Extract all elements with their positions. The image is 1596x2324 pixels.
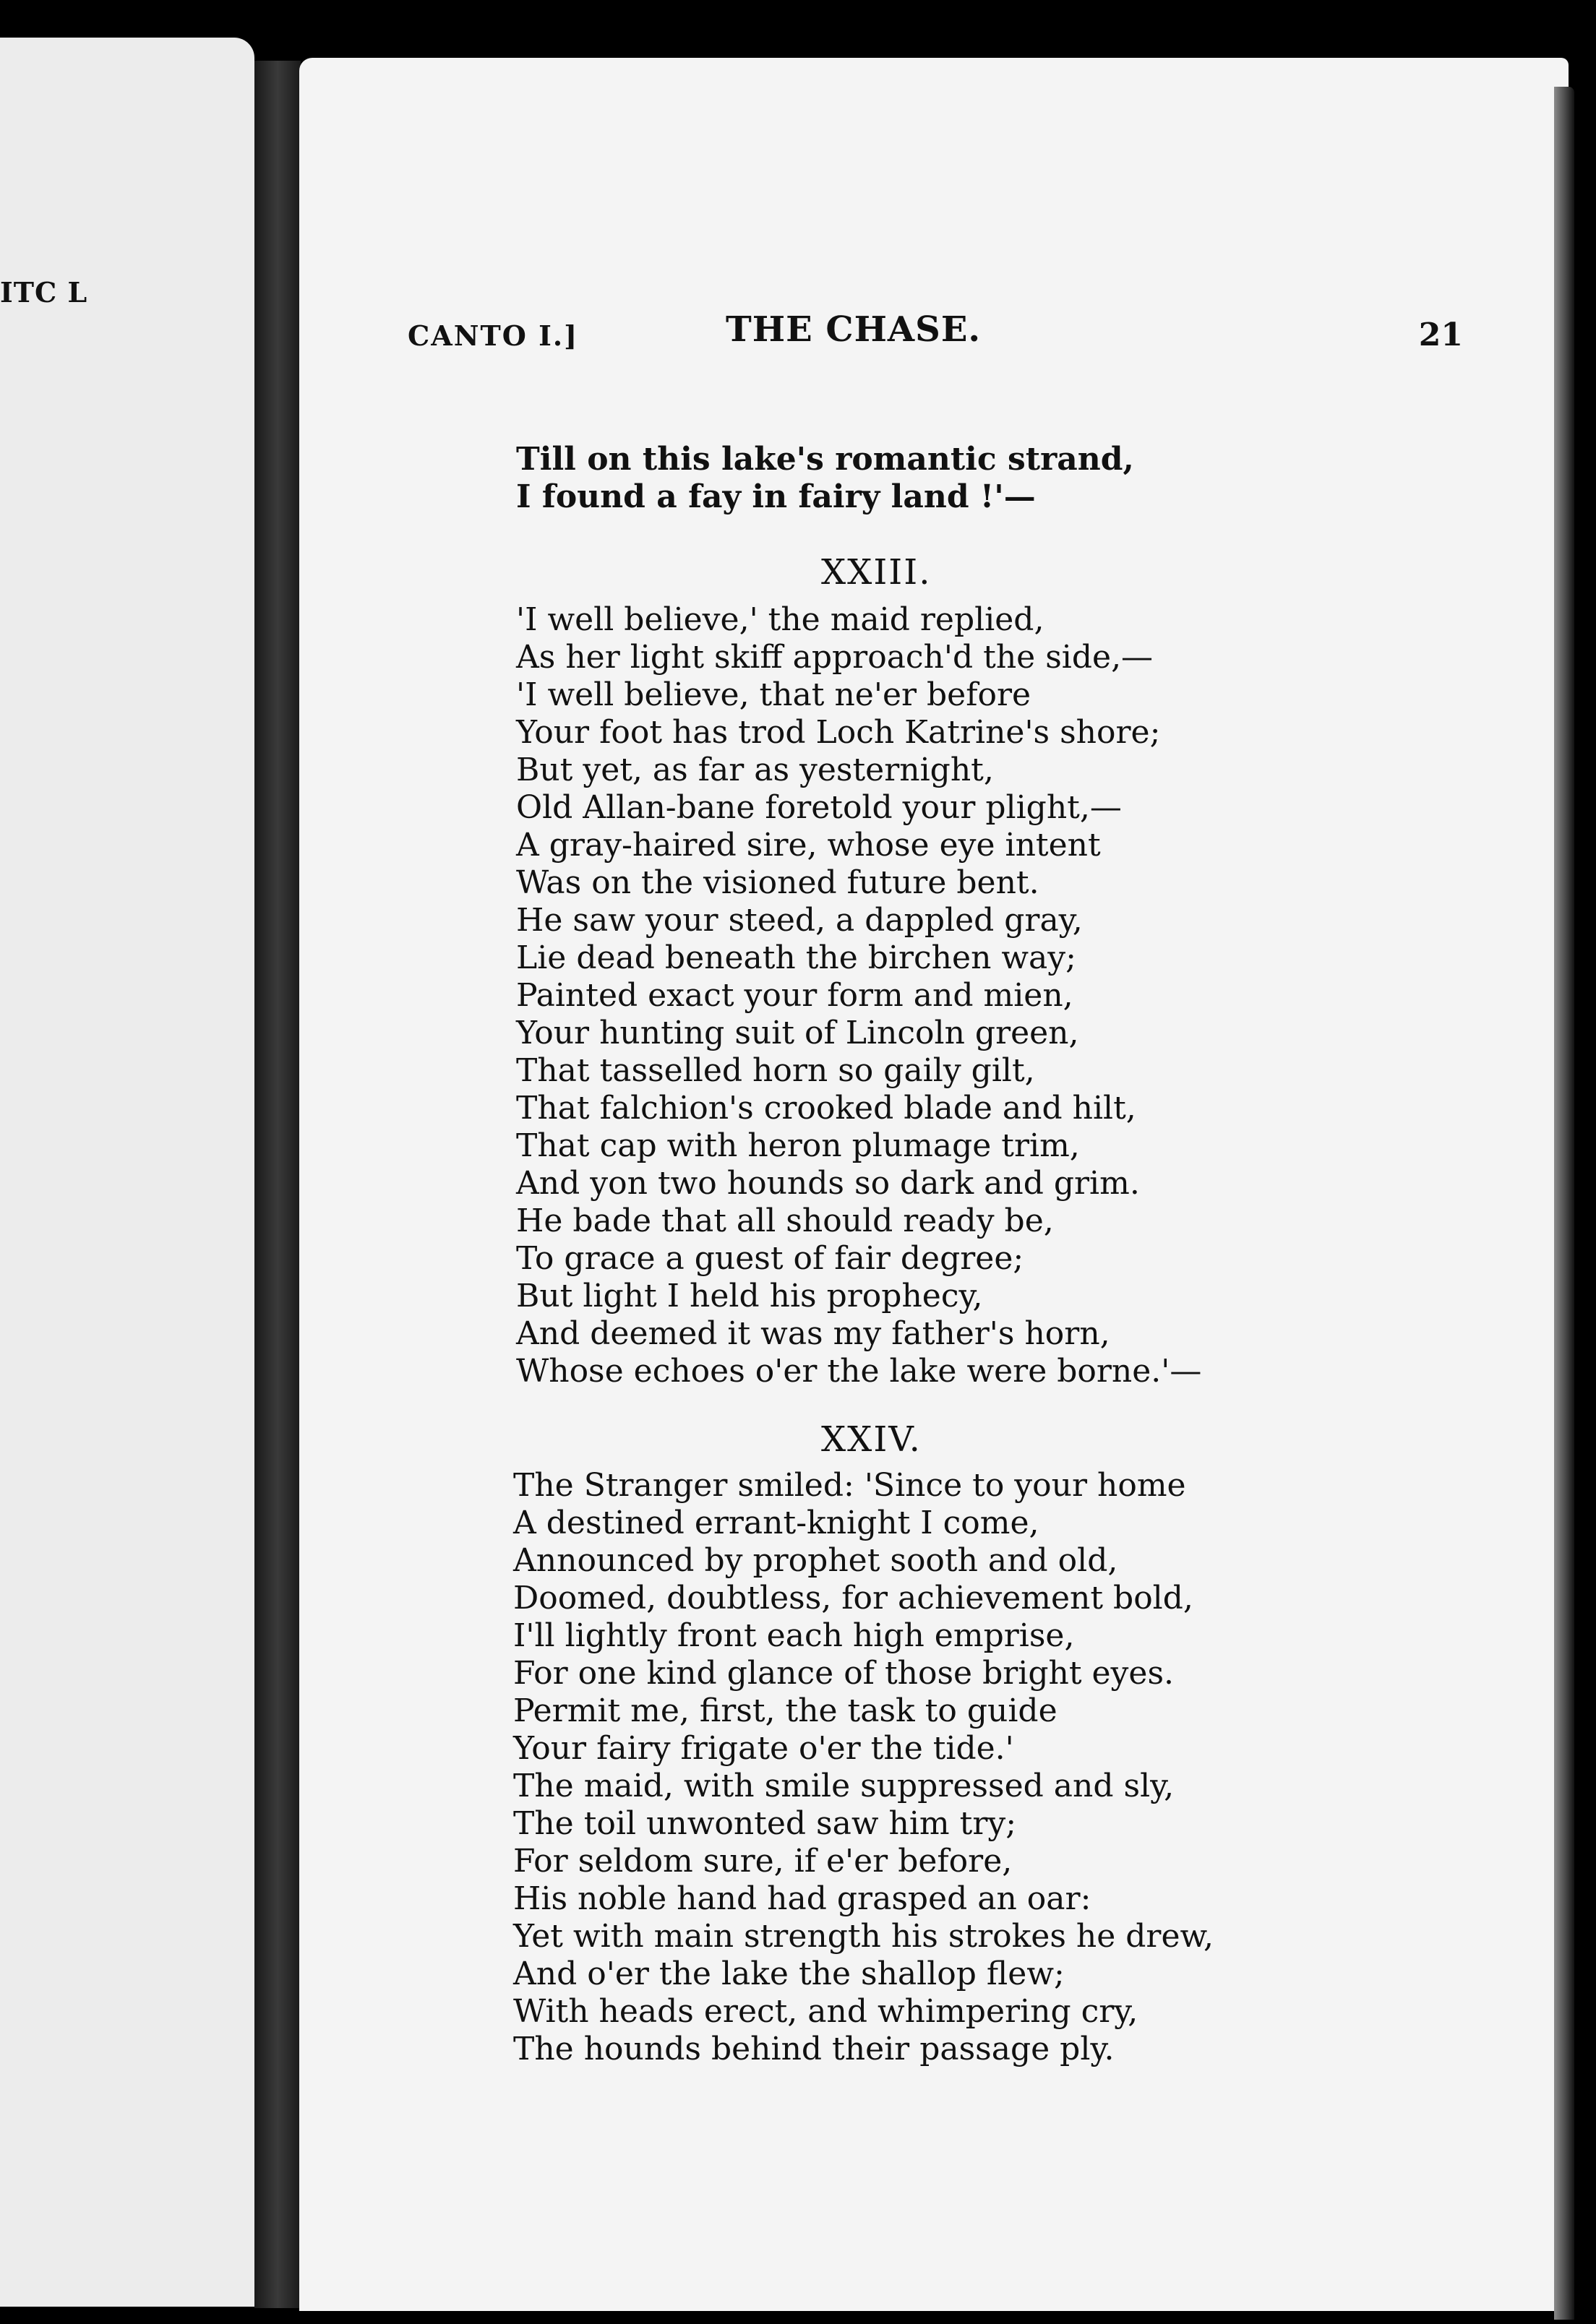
left-page-fragment: ITC L xyxy=(0,276,88,309)
poem-line: With heads erect, and whimpering cry, xyxy=(513,1993,1138,2030)
page-number: 21 xyxy=(1418,317,1463,353)
poem-line: That falchion's crooked blade and hilt, xyxy=(516,1090,1136,1127)
poem-line: But yet, as far as yesternight, xyxy=(516,752,994,788)
poem-line: He bade that all should ready be, xyxy=(516,1202,1054,1239)
poem-line: Till on this lake's romantic strand, xyxy=(516,441,1134,478)
poem-line: He saw your steed, a dappled gray, xyxy=(516,902,1083,939)
poem-line: But light I held his prophecy, xyxy=(516,1278,983,1314)
poem-line: 'I well believe,' the maid replied, xyxy=(516,601,1044,638)
running-title: THE CHASE. xyxy=(726,309,982,350)
page-edge xyxy=(1554,87,1574,2320)
stanza-numeral: XXIII. xyxy=(821,552,932,593)
poem-line: To grace a guest of fair degree; xyxy=(516,1240,1024,1277)
book-gutter xyxy=(254,61,301,2308)
poem-line: Old Allan-bane foretold your plight,— xyxy=(516,789,1122,826)
poem-line: His noble hand had grasped an oar: xyxy=(513,1880,1091,1917)
poem-line: Lie dead beneath the birchen way; xyxy=(516,939,1076,976)
poem-line: Announced by prophet sooth and old, xyxy=(513,1542,1118,1579)
poem-line: The Stranger smiled: 'Since to your home xyxy=(513,1467,1186,1504)
poem-line: Your hunting suit of Lincoln green, xyxy=(516,1015,1079,1051)
right-page xyxy=(299,58,1569,2311)
poem-line: 'I well believe, that ne'er before xyxy=(516,676,1031,713)
poem-line: That cap with heron plumage trim, xyxy=(516,1127,1080,1164)
poem-line: Permit me, first, the task to guide xyxy=(513,1692,1057,1729)
poem-line: A gray-haired sire, whose eye intent xyxy=(516,827,1101,864)
poem-line: For one kind glance of those bright eyes. xyxy=(513,1655,1175,1692)
stanza-numeral: XXIV. xyxy=(821,1419,922,1460)
poem-line: The hounds behind their passage ply. xyxy=(513,2031,1115,2067)
poem-line: Was on the visioned future bent. xyxy=(516,864,1039,901)
poem-line: A destined errant-knight I come, xyxy=(513,1505,1039,1541)
poem-text xyxy=(299,58,1569,2311)
poem-line: I'll lightly front each high emprise, xyxy=(513,1617,1075,1654)
poem-line: Yet with main strength his strokes he drew, xyxy=(513,1918,1214,1955)
poem-line: And o'er the lake the shallop flew; xyxy=(513,1955,1065,1992)
poem-line: And deemed it was my father's horn, xyxy=(516,1315,1110,1352)
poem-line: The toil unwonted saw him try; xyxy=(513,1805,1017,1842)
poem-line: For seldom sure, if e'er before, xyxy=(513,1843,1013,1880)
poem-line: Painted exact your form and mien, xyxy=(516,977,1073,1014)
canto-label: CANTO I.] xyxy=(408,319,579,352)
poem-line: And yon two hounds so dark and grim. xyxy=(516,1165,1140,1202)
poem-line: Whose echoes o'er the lake were borne.'— xyxy=(516,1353,1202,1390)
left-page xyxy=(0,38,254,2307)
poem-line: I found a fay in fairy land !'— xyxy=(516,478,1036,515)
poem-line: That tasselled horn so gaily gilt, xyxy=(516,1052,1035,1089)
poem-line: Your foot has trod Loch Katrine's shore; xyxy=(516,714,1161,751)
poem-line: The maid, with smile suppressed and sly, xyxy=(513,1768,1175,1804)
poem-line: As her light skiff approach'd the side,— xyxy=(516,639,1154,676)
poem-line: Your fairy frigate o'er the tide.' xyxy=(513,1730,1014,1767)
poem-line: Doomed, doubtless, for achievement bold, xyxy=(513,1580,1193,1617)
